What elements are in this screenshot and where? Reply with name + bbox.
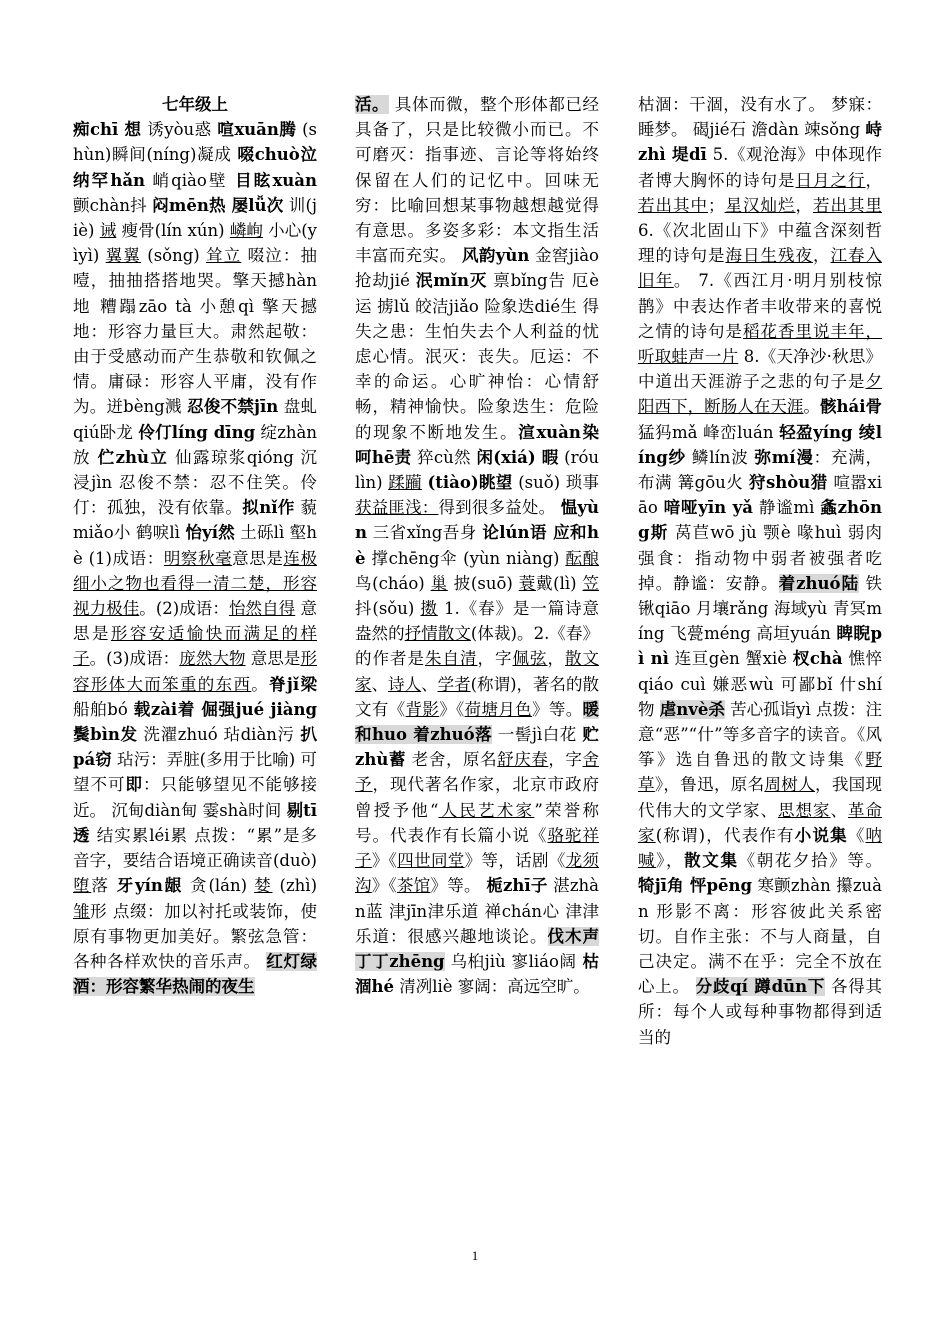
column-2-text xyxy=(355,92,599,999)
text-run: 贪(lán) xyxy=(183,876,255,896)
underlined-answer: 形容安适愉快而满足的样子 xyxy=(73,624,317,669)
text-run: 猛犸mǎ 峰峦luán xyxy=(638,422,780,442)
text-run: 戴(lì) xyxy=(535,573,583,593)
text-run: 船舶bó xyxy=(73,699,134,719)
text-run: 结实累léi累 点拨：“累”是多音字，要结合语境正确读音(duò) xyxy=(73,825,317,871)
text-run: 湛zhàn蓝 津jīn津乐道 禅chán心 津津乐道：很感兴趣地谈论。 xyxy=(355,876,599,946)
bold-term: 载zài着 倔强jué jiàng 鬓bìn发 xyxy=(73,699,317,745)
text-run: (zhì) xyxy=(272,876,317,896)
text-run: 》等。 xyxy=(430,876,487,896)
text-run: ，我国现代伟大的文学家、 xyxy=(638,775,882,820)
bold-term: 闷mēn热 屡lǚ次 xyxy=(152,195,284,215)
page-number: 1 xyxy=(471,1248,479,1263)
text-run: 、 xyxy=(421,674,438,694)
text-run: 。 xyxy=(251,674,270,694)
underlined-answer: 朱自清 xyxy=(425,649,478,669)
underlined-answer: 荷塘月色 xyxy=(464,699,533,719)
bold-term: 犄jī角 怦pēng xyxy=(638,876,753,896)
text-run: 抖(sǒu) xyxy=(355,599,421,619)
text-run: ”荣誉称号。代表作有长篇小说《 xyxy=(355,800,599,845)
text-run: 寒颤zhàn 攥zuàn 形影不离：形容彼此关系密切。自作主张：不与人商量，自己决定。满不在乎：完全不放在心上。 xyxy=(638,876,882,997)
underlined-answer: 抒情散文 xyxy=(404,624,471,644)
text-run: 》， xyxy=(656,851,685,871)
text-run: 《 xyxy=(847,825,866,845)
bold-term: 骸hái骨 xyxy=(819,397,882,417)
text-run: 绽zhàn放 xyxy=(73,422,317,467)
text-run: 仙露琼浆qióng 沉浸jìn 忍俊不禁：忍不住笑。伶仃：孤独，没有依靠。 xyxy=(73,447,317,518)
underlined-answer: 人民艺术家 xyxy=(438,800,535,820)
text-run: (体裁)。2.《春》的作者是 xyxy=(355,624,599,669)
underlined-answer: 翼翼 xyxy=(105,246,141,266)
underlined-answer: 江春入旧年 xyxy=(638,246,882,291)
text-run: 铁锹qiāo 月壤rǎng 海域yù 青冥míng 飞甍méng 高垣yuán xyxy=(638,573,882,644)
underlined-answer: 骆驼祥子 xyxy=(355,825,599,871)
bold-term: 贮zhù蓄 xyxy=(355,725,599,770)
underlined-answer: 散文家 xyxy=(355,649,599,694)
bold-term: 伶仃líng dīng xyxy=(138,422,256,442)
text-run: 禀bǐng告 厄è运 掳lǔ 皎洁jiǎo 险象迭dié生 得失之患：生怕失去个人利益的忧虑心情。泯灭：丧失。厄运：不幸的命运。心旷神怡：心情舒畅，精神愉快。险象迭生：危险的现象不断地发生。 xyxy=(355,271,599,442)
text-run: ， xyxy=(865,170,882,190)
text-run: 。(2)成语： xyxy=(139,599,229,619)
bold-term: 拟nǐ作 xyxy=(242,498,295,518)
text-run: 三省xǐng吾身 xyxy=(367,523,483,543)
underlined-answer: 海日生残夜 xyxy=(725,246,813,266)
column-1-text xyxy=(73,92,317,999)
underlined-answer: 笠 xyxy=(582,573,599,593)
text-run: 藐miǎo小 鹤唳lì xyxy=(73,498,317,543)
bold-term: 弥mí漫 xyxy=(754,447,814,467)
highlighted-term: 活。 xyxy=(355,95,390,114)
underlined-answer: 若出其里 xyxy=(813,195,882,215)
text-run: 《朝花夕拾》等。 xyxy=(738,851,882,871)
text-run: 披(suō) xyxy=(447,573,519,593)
underlined-answer: 野草 xyxy=(638,750,882,795)
underlined-answer: 背影 xyxy=(405,699,440,719)
text-column-3 xyxy=(638,92,882,1297)
highlighted-term: 着zhuó陆 xyxy=(778,573,860,593)
highlighted-term: 虐nvè杀 xyxy=(659,699,725,719)
text-run: 。(3)成语： xyxy=(89,649,180,669)
bold-term: 脊jǐ梁 xyxy=(269,674,317,694)
text-run: 1.《春》是一篇诗意盎然的 xyxy=(355,599,599,644)
text-run: 、 xyxy=(371,674,389,694)
text-run: 鸟(cháo) xyxy=(355,573,431,593)
highlighted-term: 暖和huo 着zhuó落 xyxy=(355,699,599,745)
bold-term: 风韵yùn xyxy=(462,246,530,266)
bold-term: 目眩xuàn xyxy=(235,170,317,190)
underlined-answer: 周树人 xyxy=(764,775,815,795)
highlighted-term: 红灯绿酒：形容繁华热闹的夜生 xyxy=(73,951,317,997)
text-run: ， xyxy=(813,246,831,266)
text-run: ， xyxy=(547,649,565,669)
text-run: 得到很多益处。 xyxy=(438,498,561,518)
bold-term: 喑哑yīn yǎ xyxy=(663,498,753,518)
underlined-answer: 舒庆春 xyxy=(497,750,549,770)
text-run: 盘虬qiú卧龙 xyxy=(73,397,317,442)
bold-term: 剔tī透 xyxy=(73,800,317,845)
underlined-answer: 若出其中 xyxy=(638,195,708,215)
bold-term: 泯mǐn灭 xyxy=(415,271,488,291)
underlined-answer: 蹂躏 xyxy=(388,473,422,493)
bold-term: 渲xuàn染 呵hē责 xyxy=(355,422,599,467)
underlined-answer: 巢 xyxy=(430,573,448,593)
text-run: 8.《天净沙·秋思》中道出天涯游子之悲的句子是 xyxy=(638,347,882,392)
text-run: 憔悴qiáo cuì 嫌恶wù 可鄙bǐ 什shí物 xyxy=(638,649,882,719)
text-run: 玷污：弄脏(多用于比喻) 可望不可 xyxy=(73,750,317,795)
text-run: 颤chàn抖 xyxy=(73,195,153,215)
text-run: ； xyxy=(708,195,725,215)
bold-term: 怡yí然 xyxy=(185,523,235,543)
underlined-answer: 龙须沟 xyxy=(355,851,599,896)
bold-term: 扒pá窃 xyxy=(73,725,317,770)
bold-term: 论lún语 应和hè xyxy=(355,523,599,568)
text-run: 峭qiào壁 xyxy=(145,170,236,190)
underlined-answer: 形容形体大而笨重的东西 xyxy=(73,649,317,694)
text-run: 苦心孤诣yì 点拨：注意“恶”“什”等多音字的读音。《风筝》选自鲁迅的散文诗集《 xyxy=(638,699,882,770)
text-run: ，现代著名作家，北京市政府曾授予他“ xyxy=(355,775,599,820)
underlined-answer: 堕 xyxy=(73,876,92,896)
text-run: 撑chēng伞 (yùn niàng) xyxy=(365,548,566,568)
text-run: 意思是 xyxy=(245,649,301,669)
text-column-2 xyxy=(355,92,599,1297)
text-run: 啜泣：抽噎，抽抽搭搭地哭。擎天撼hàn地 糟蹋zāo tà 小憩qì 擎天撼地：形容力量巨大。肃然起敬：由于受感动而产生恭敬和钦佩之情。庸碌：形容人平庸，没有作为。迸bèng溅 xyxy=(73,246,317,417)
underlined-answer: 呐喊 xyxy=(638,825,882,871)
underlined-answer: 蓑 xyxy=(518,573,536,593)
text-run: 。 xyxy=(803,397,820,417)
text-run: (称谓)，代表作有 xyxy=(655,825,795,845)
text-run: 小心(yìyì) xyxy=(73,221,317,266)
text-run: 》等。 xyxy=(532,699,583,719)
text-run: (suǒ) 琐事 xyxy=(512,473,599,493)
text-column-1 xyxy=(73,92,317,1297)
underlined-answer: 舍予 xyxy=(355,750,599,795)
underlined-answer: 诫 xyxy=(99,221,117,241)
underlined-answer: 雏 xyxy=(73,901,91,921)
bold-term: 狩shòu猎 xyxy=(748,473,828,493)
underlined-answer: 夕阳西下，断肠人在天涯 xyxy=(638,372,882,417)
underlined-answer: 获益匪浅： xyxy=(355,498,439,518)
text-run: 》《 xyxy=(371,851,398,871)
text-run: (shùn)瞬间(níng)凝成 xyxy=(73,120,317,165)
bold-term: 睥睨pì nì xyxy=(638,624,882,669)
underlined-answer: 耸立 xyxy=(206,246,242,266)
text-run: 。 7.《西江月·明月别枝惊鹊》中表达作者丰收带来的喜悦之情的诗句是 xyxy=(638,271,882,341)
bold-term: 小说集 xyxy=(794,825,848,845)
text-run: 一髻jì白花 xyxy=(492,725,583,745)
text-run: ，字 xyxy=(548,750,583,770)
text-run: 枯涸：干涸，没有水了。 梦寐：睡梦。 碣jié石 澹dàn 竦sǒng xyxy=(638,95,882,140)
underlined-answer: 四世同堂 xyxy=(397,851,465,871)
bold-term: 螽zhōng斯 xyxy=(638,498,882,543)
text-run: 鳞lín波 xyxy=(685,447,755,467)
underlined-answer: 学者 xyxy=(437,674,471,694)
bold-term: 忍俊不禁jīn xyxy=(187,397,279,417)
page-title: 七年级上 xyxy=(162,95,228,114)
text-run: 金窖jiào 抢劫jié xyxy=(355,246,599,291)
text-run: 落 xyxy=(91,876,117,896)
text-run: 5.《观沧海》中体现作者博大胸怀的诗句是 xyxy=(638,145,882,190)
text-run: (称谓)，著名的散文有《 xyxy=(355,674,599,719)
underlined-answer: 庞然大物 xyxy=(179,649,246,669)
bold-term: 栀zhī子 xyxy=(486,876,548,896)
underlined-answer: 稻花香里说丰年，听取蛙声一片 xyxy=(638,321,882,367)
text-run: 老舍，原名 xyxy=(406,750,498,770)
bold-term: 痴chī 想 xyxy=(73,120,142,140)
underlined-answer: 佩弦 xyxy=(512,649,548,669)
bold-term: 愠yùn xyxy=(355,498,599,543)
column-3-content xyxy=(638,95,882,1047)
column-3-text xyxy=(638,92,882,1050)
text-run: 》，鲁迅，原名 xyxy=(654,775,765,795)
text-run: 形 点缀：加以衬托或装饰，使原有事物更加美好。繁弦急管：各种各样欢快的音乐声。 xyxy=(73,901,317,971)
text-run: ， xyxy=(795,195,813,215)
text-run: (sǒng) xyxy=(140,246,207,266)
text-run: (róu lìn) xyxy=(355,447,599,493)
bold-term: 啜chuò泣 纳罕hǎn xyxy=(73,145,317,190)
text-run: 、 xyxy=(830,800,848,820)
underlined-answer: 茶馆 xyxy=(397,876,431,896)
underlined-answer: 酝酿 xyxy=(565,548,599,568)
underlined-answer: 嶙峋 xyxy=(229,221,263,241)
text-run: ：充满，布满 篝gōu火 xyxy=(638,447,882,493)
bold-term: 闲(xiá) 暇 xyxy=(476,447,559,467)
underlined-answer: 日月之行 xyxy=(795,170,866,190)
bold-term: 峙zhì 堤dī xyxy=(638,120,882,165)
underlined-answer: 星汉灿烂 xyxy=(724,195,796,215)
text-run: 》《 xyxy=(439,699,465,719)
bold-term: 牙yín龈 xyxy=(116,876,184,896)
underlined-answer: 思想家 xyxy=(778,800,831,820)
text-run: 意思是 xyxy=(73,599,317,644)
text-run: 莴苣wō jù 颚è 喙huì 弱肉强食：指动物中弱者被强者吃掉。静谧：安静。 xyxy=(638,523,882,593)
underlined-answer: 怡然自得 xyxy=(228,599,296,619)
text-run: 喧嚣xiāo xyxy=(638,473,882,518)
column-2-content xyxy=(355,95,599,996)
text-run: ：只能够望见不能够接近。 沉甸diàn甸 霎shà时间 xyxy=(73,775,317,820)
highlighted-term: 分歧qí 蹲dūn下 xyxy=(695,977,826,997)
text-run: 静谧mì xyxy=(752,498,821,518)
bold-term: 轻盈yíng 绫líng纱 xyxy=(638,422,882,467)
text-run: 乌桕jiù 寥liáo阔 xyxy=(444,951,583,971)
underlined-answer: 擞 xyxy=(420,599,438,619)
text-run: 各得其所：每个人或每种事物都得到适当的 xyxy=(638,977,882,1047)
text-run: 瘦骨(lín xún) xyxy=(116,221,230,241)
text-run: 清冽liè 寥阔：高远空旷。 xyxy=(394,977,590,997)
highlighted-term: 伐木声丁丁zhēng xyxy=(355,926,599,971)
bold-term: 散文集 xyxy=(684,851,739,871)
text-run: 》《 xyxy=(371,876,397,896)
underlined-answer: 诗人 xyxy=(388,674,422,694)
text-run: 6.《次北固山下》中蕴含深刻哲理的诗句是 xyxy=(638,221,882,266)
bold-term: 枯涸hé xyxy=(355,951,599,997)
bold-term: 喧xuān腾 xyxy=(217,120,297,140)
text-run: 连亘gèn 蟹xiè xyxy=(668,649,793,669)
bold-term: (tiào)眺望 xyxy=(427,473,513,493)
text-run: 土砾lì 壑hè (1)成语： xyxy=(73,523,317,568)
bold-term: 伫zhù立 xyxy=(97,447,169,467)
text-run: 具体而微，整个形体都已经具备了，只是比较微小而已。不可磨灭：指事迹、言论等将始终保留在人们的记忆中。回味无穷：比喻回想某事物越想越觉得有意思。多姿多彩：本文指生活丰富而充实。 xyxy=(355,95,599,266)
text-run: 诱yòu惑 xyxy=(141,120,218,140)
text-run: 猝cù然 xyxy=(411,447,477,467)
bold-term: 杈chà xyxy=(792,649,843,669)
bold-term: 即 xyxy=(125,775,143,795)
text-run: 洗濯zhuó 玷diàn污 xyxy=(137,725,301,745)
underlined-answer: 革命家 xyxy=(638,800,882,845)
text-run: 意思是 xyxy=(232,548,284,568)
underlined-answer: 明察秋毫 xyxy=(163,548,233,568)
text-run: ，字 xyxy=(477,649,513,669)
text-run: 》等，话剧《 xyxy=(464,851,566,871)
underlined-answer: 婪 xyxy=(254,876,273,896)
text-run: 训(jiè) xyxy=(73,195,317,241)
underlined-answer: 连极细小之物也看得一清二楚，形容视力极佳 xyxy=(73,548,317,619)
column-1-content xyxy=(73,120,317,996)
